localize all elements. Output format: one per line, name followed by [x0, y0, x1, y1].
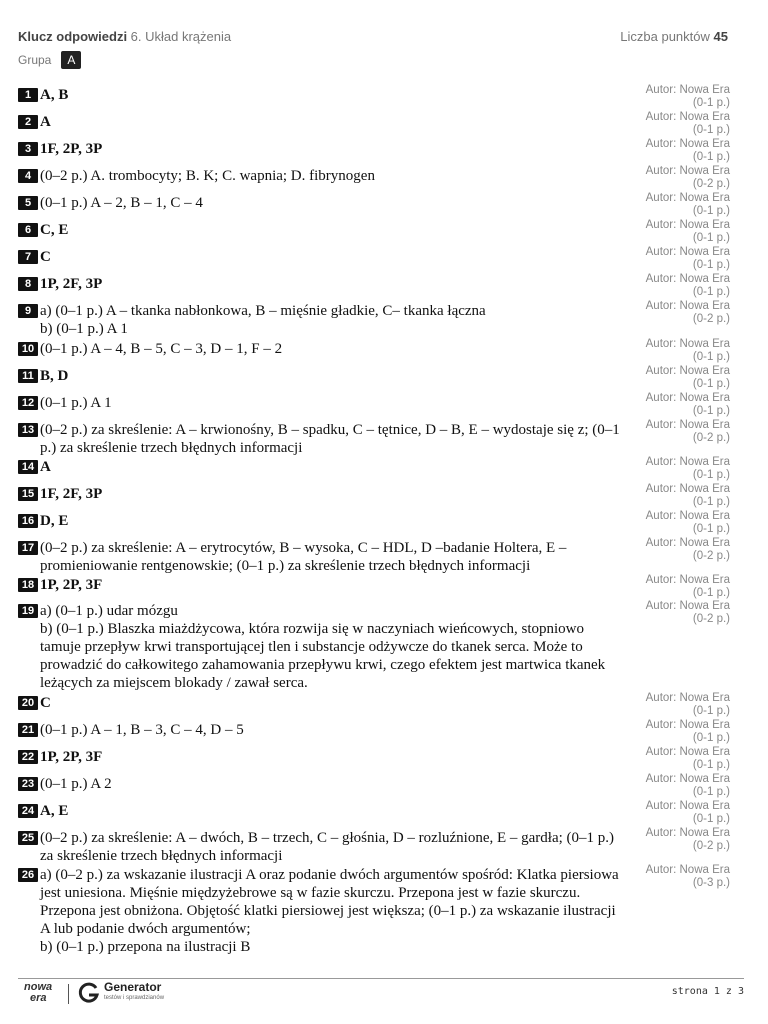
answer-item — [18, 392, 730, 417]
points-range: (0-2 p.) — [692, 613, 730, 625]
answer-item — [18, 219, 730, 244]
answer-meta — [646, 192, 730, 218]
points-range: (0-2 p.) — [692, 432, 730, 444]
footer-divider — [18, 978, 744, 979]
points-range: (0-1 p.) — [692, 523, 730, 535]
points-range: (0-1 p.) — [692, 232, 730, 244]
answer-text: (0–2 p.) za skreślenie: A – dwóch, B – trzech, C – głośnia, D – rozluźnione, E – gardła; (0–1 p.) za skreślenie trzech błędnych informacji — [40, 830, 615, 864]
generator-logo — [78, 982, 164, 1004]
answer-meta — [646, 138, 730, 164]
answer-item — [18, 273, 730, 298]
author-label: Autor: Nowa Era — [645, 192, 730, 204]
group-indicator — [18, 51, 81, 69]
points-range: (0-3 p.) — [692, 877, 730, 889]
answer-text: 1P, 2F, 3P — [40, 276, 103, 292]
author-label: Autor: Nowa Era — [645, 165, 730, 177]
author-label: Autor: Nowa Era — [645, 773, 730, 785]
question-number: 3 — [18, 142, 38, 156]
question-number: 24 — [18, 804, 38, 818]
answer-meta — [646, 246, 730, 272]
answer-item — [18, 773, 730, 798]
answer-meta — [646, 84, 730, 110]
author-label: Autor: Nowa Era — [645, 827, 730, 839]
points-range: (0-1 p.) — [692, 587, 730, 599]
answer-item — [18, 866, 730, 956]
question-number: 5 — [18, 196, 38, 210]
answer-text: (0–2 p.) za skreślenie: A – erytrocytów, B – wysoka, C – HDL, D –badanie Holtera, E – promieniowanie rentgenowskie; (0–1 p.) za skreślenie trzech błędnych informacji — [40, 540, 567, 574]
question-number: 11 — [18, 369, 38, 383]
author-label: Autor: Nowa Era — [645, 246, 730, 258]
points-range: (0-1 p.) — [692, 786, 730, 798]
answer-meta — [646, 111, 730, 137]
author-label: Autor: Nowa Era — [645, 600, 730, 612]
question-number: 17 — [18, 541, 38, 555]
author-label: Autor: Nowa Era — [645, 365, 730, 377]
question-number: 6 — [18, 223, 38, 237]
answer-item — [18, 165, 730, 190]
logo-separator — [68, 984, 69, 1004]
answer-meta — [646, 338, 730, 364]
answer-item — [18, 574, 730, 599]
answer-item — [18, 692, 730, 717]
answer-text: (0–1 p.) A 2 — [40, 776, 112, 792]
question-number: 18 — [18, 578, 38, 592]
answer-item — [18, 800, 730, 825]
answer-meta — [646, 719, 730, 745]
answer-item — [18, 510, 730, 535]
points-range: (0-2 p.) — [692, 313, 730, 325]
answer-text: a) (0–1 p.) A – tkanka nabłonkowa, B – mięśnie gładkie, C– tkanka łączna b) (0–1 p.) A 1 — [40, 303, 486, 337]
answer-meta — [646, 483, 730, 509]
question-number: 9 — [18, 304, 38, 318]
answer-text: C — [40, 249, 51, 265]
author-label: Autor: Nowa Era — [645, 537, 730, 549]
answer-text: (0–1 p.) A 1 — [40, 395, 112, 411]
answer-meta — [646, 219, 730, 245]
answer-meta — [646, 600, 730, 626]
answer-list — [18, 86, 730, 956]
author-label: Autor: Nowa Era — [645, 419, 730, 431]
author-label: Autor: Nowa Era — [645, 338, 730, 350]
author-label: Autor: Nowa Era — [645, 138, 730, 150]
author-label: Autor: Nowa Era — [645, 392, 730, 404]
answer-text: A — [40, 459, 51, 475]
answer-text: (0–1 p.) A – 4, B – 5, C – 3, D – 1, F – 2 — [40, 341, 283, 357]
points-range: (0-1 p.) — [692, 205, 730, 217]
question-number: 15 — [18, 487, 38, 501]
answer-meta — [646, 800, 730, 826]
answer-meta — [646, 864, 730, 890]
question-number: 23 — [18, 777, 38, 791]
author-label: Autor: Nowa Era — [645, 510, 730, 522]
answer-item — [18, 246, 730, 271]
answer-item — [18, 456, 730, 481]
points-range: (0-1 p.) — [692, 97, 730, 109]
answer-item — [18, 192, 730, 217]
question-number: 19 — [18, 604, 38, 618]
answer-text: (0–2 p.) A. trombocyty; B. K; C. wapnia; D. fibrynogen — [40, 168, 375, 184]
answer-meta — [646, 574, 730, 600]
points-range: (0-1 p.) — [692, 469, 730, 481]
answer-meta — [646, 165, 730, 191]
title-bold: Klucz odpowiedzi — [18, 29, 128, 44]
generator-g-icon — [78, 982, 100, 1004]
answer-item — [18, 746, 730, 771]
points-range: (0-1 p.) — [692, 259, 730, 271]
question-number: 25 — [18, 831, 38, 845]
group-badge: A — [61, 51, 81, 69]
generator-subtitle: testów i sprawdzianów — [104, 995, 165, 1001]
answer-meta — [646, 392, 730, 418]
answer-meta — [646, 537, 730, 563]
author-label: Autor: Nowa Era — [645, 746, 730, 758]
group-label: Grupa — [18, 53, 52, 67]
author-label: Autor: Nowa Era — [645, 84, 730, 96]
logo-era-text: era — [30, 992, 47, 1004]
answer-text: C, E — [40, 222, 69, 238]
answer-meta — [646, 300, 730, 326]
author-label: Autor: Nowa Era — [645, 692, 730, 704]
answer-item — [18, 829, 730, 865]
points-total — [620, 29, 728, 44]
question-number: 22 — [18, 750, 38, 764]
answer-item — [18, 138, 730, 163]
logo-nowa-text: nowa — [24, 981, 53, 993]
points-label: Liczba punktów — [620, 29, 710, 44]
generator-title: Generator — [104, 980, 162, 994]
answer-text: 1P, 2P, 3F — [40, 749, 103, 765]
points-range: (0-1 p.) — [692, 759, 730, 771]
nowa-era-logo — [24, 982, 52, 1004]
question-number: 16 — [18, 514, 38, 528]
points-range: (0-1 p.) — [692, 705, 730, 717]
answer-text: C — [40, 695, 51, 711]
answer-item — [18, 338, 730, 363]
answer-text: 1F, 2F, 3P — [40, 486, 103, 502]
answer-text: 1F, 2P, 3P — [40, 141, 103, 157]
points-range: (0-2 p.) — [692, 550, 730, 562]
points-range: (0-1 p.) — [692, 813, 730, 825]
author-label: Autor: Nowa Era — [645, 864, 730, 876]
answer-meta — [646, 419, 730, 445]
answer-text: 1P, 2P, 3F — [40, 577, 103, 593]
question-number: 8 — [18, 277, 38, 291]
question-number: 2 — [18, 115, 38, 129]
question-number: 20 — [18, 696, 38, 710]
points-range: (0-2 p.) — [692, 840, 730, 852]
points-range: (0-1 p.) — [692, 496, 730, 508]
author-label: Autor: Nowa Era — [645, 483, 730, 495]
author-label: Autor: Nowa Era — [645, 719, 730, 731]
author-label: Autor: Nowa Era — [645, 273, 730, 285]
answer-meta — [646, 827, 730, 853]
question-number: 14 — [18, 460, 38, 474]
author-label: Autor: Nowa Era — [645, 111, 730, 123]
answer-meta — [646, 456, 730, 482]
question-number: 1 — [18, 88, 38, 102]
answer-item — [18, 111, 730, 136]
question-number: 10 — [18, 342, 38, 356]
question-number: 12 — [18, 396, 38, 410]
points-range: (0-1 p.) — [692, 732, 730, 744]
question-number: 21 — [18, 723, 38, 737]
answer-item — [18, 302, 730, 338]
points-range: (0-1 p.) — [692, 286, 730, 298]
points-value: 45 — [713, 29, 728, 44]
answer-meta — [646, 746, 730, 772]
author-label: Autor: Nowa Era — [645, 574, 730, 586]
title-rest: 6. Układ krążenia — [127, 29, 232, 44]
answer-text: B, D — [40, 368, 69, 384]
question-number: 13 — [18, 423, 38, 437]
page-indicator: strona 1 z 3 — [671, 986, 744, 997]
answer-item — [18, 84, 730, 109]
author-label: Autor: Nowa Era — [645, 800, 730, 812]
question-number: 26 — [18, 868, 38, 882]
answer-text: A, B — [40, 87, 69, 103]
answer-text: A, E — [40, 803, 69, 819]
answer-text: a) (0–1 p.) udar mózgu b) (0–1 p.) Blaszka miażdżycowa, która rozwija się w naczyniach wieńcowych, stopniowo tamuje przepływ krwi transportującej tlen i substancje odżywcze do tkanek serca. Może to prowadzić do całkowitego zahamowania przepływu krwi, czego efektem jest martwica tkanek leżących za miejscem blokady / zawał serca. — [40, 603, 606, 691]
points-range: (0-2 p.) — [692, 178, 730, 190]
points-range: (0-1 p.) — [692, 151, 730, 163]
answer-text: (0–1 p.) A – 2, B – 1, C – 4 — [40, 195, 203, 211]
answer-text: (0–2 p.) za skreślenie: A – krwionośny, B – spadku, C – tętnice, D – B, E – wydostaje się z; (0–1 p.) za skreślenie trzech błędnych informacji — [40, 422, 620, 456]
author-label: Autor: Nowa Era — [645, 300, 730, 312]
points-range: (0-1 p.) — [692, 351, 730, 363]
answer-text: D, E — [40, 513, 69, 529]
points-range: (0-1 p.) — [692, 405, 730, 417]
points-range: (0-1 p.) — [692, 378, 730, 390]
answer-item — [18, 719, 730, 744]
question-number: 4 — [18, 169, 38, 183]
answer-meta — [646, 692, 730, 718]
answer-item — [18, 421, 730, 457]
author-label: Autor: Nowa Era — [645, 219, 730, 231]
answer-text: A — [40, 114, 51, 130]
answer-meta — [646, 365, 730, 391]
answer-meta — [646, 773, 730, 799]
answer-item — [18, 602, 730, 692]
answer-meta — [646, 510, 730, 536]
answer-item — [18, 483, 730, 508]
question-number: 7 — [18, 250, 38, 264]
points-range: (0-1 p.) — [692, 124, 730, 136]
answer-meta — [646, 273, 730, 299]
answer-item — [18, 365, 730, 390]
author-label: Autor: Nowa Era — [645, 456, 730, 468]
document-title — [18, 29, 231, 44]
answer-item — [18, 539, 730, 575]
answer-text: a) (0–2 p.) za wskazanie ilustracji A oraz podanie dwóch argumentów spośród: Klatka piersiowa jest uniesiona. Mięśnie międzyżebrowe są w fazie skurczu. Przepona jest w fazie skurczu. Przepona jest obniżona. Objętość klatki piersiowej jest większa; (0–1 p.) za wskazanie ilustracji A lub podanie dwóch argumentów; b) (0–1 p.) przepona na ilustracji B — [40, 867, 619, 955]
answer-text: (0–1 p.) A – 1, B – 3, C – 4, D – 5 — [40, 722, 244, 738]
